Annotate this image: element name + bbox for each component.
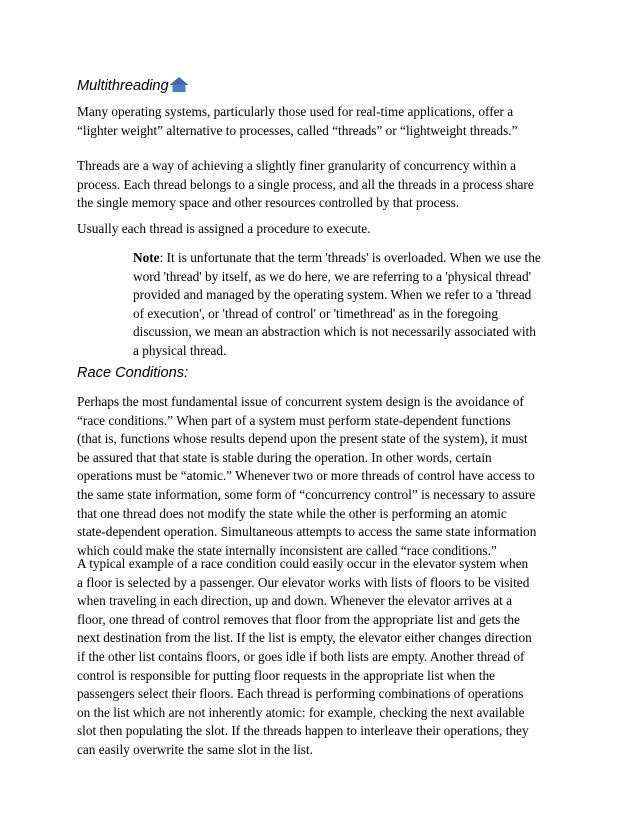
- text-line: passengers select their floors. Each thread is performing combinations of operations: [77, 686, 524, 702]
- text-line: “lighter weight” alternative to processes, called “threads” or “lightweight threads.”: [77, 122, 518, 138]
- text-line: provided and managed by the operating system. When we refer to a 'thread: [133, 287, 532, 303]
- text-line: be assured that that state is stable during the operation. In other words, certain: [77, 449, 492, 465]
- text-line: of execution', or 'thread of control' or 'timethread' as in the foregoing: [133, 305, 498, 321]
- text-line: the same state information, some form of “concurrency control” is necessary to assure: [77, 486, 536, 502]
- text-line: [133, 249, 573, 268]
- note-label: Note: [133, 250, 160, 265]
- section-heading-race-conditions: [77, 364, 188, 382]
- text-line: discussion, we mean an abstraction which is not necessarily associated with: [133, 324, 536, 340]
- text-line: Usually each thread is assigned a procedure to execute.: [77, 221, 371, 236]
- text-line: “race conditions.” When part of a system must perform state-dependent functions: [77, 412, 511, 428]
- note-text: : It is unfortunate that the term 'threads' is overloaded. When we use the: [159, 250, 541, 265]
- text-line: that one thread does not modify the state while the other is performing an atomic: [77, 505, 507, 521]
- text-line: when traveling in each direction, up and down. Whenever the elevator arrives at a: [77, 593, 513, 609]
- paragraph: [77, 393, 572, 560]
- text-line: next destination from the list. If the list is empty, the elevator either changes direction: [77, 630, 532, 646]
- text-line: A typical example of a race condition could easily occur in the elevator system when: [77, 556, 529, 571]
- text-line: Perhaps the most fundamental issue of concurrent system design is the avoidance of: [77, 394, 524, 409]
- text-line: on the list which are not inherently atomic: for example, checking the next available: [77, 704, 525, 720]
- text-line: Many operating systems, particularly those used for real-time applications, offer a: [77, 104, 514, 119]
- text-line: Threads are a way of achieving a slightly finer granularity of concurrency within a: [77, 158, 516, 173]
- text-line: can easily overwrite the same slot in the list.: [77, 741, 313, 757]
- text-line: if the other list contains floors, or goes idle if both lists are empty. Another thread of: [77, 648, 525, 664]
- text-line: word 'thread' by itself, as we do here, we are referring to a 'physical thread': [133, 268, 531, 284]
- paragraph: [77, 157, 572, 213]
- text-line: state-dependent operation. Simultaneous attempts to access the same state information: [77, 524, 537, 540]
- text-line: floor, one thread of control removes that floor from the appropriate list and gets the: [77, 611, 520, 627]
- text-line: which could make the state internally inconsistent are called “race conditions.”: [77, 542, 497, 558]
- text-line: slot then populating the slot. If the threads happen to interleave their operations, they: [77, 723, 529, 739]
- text-line: control is responsible for putting floor requests in the appropriate list when the: [77, 667, 496, 683]
- paragraph: [77, 103, 572, 140]
- home-icon[interactable]: [169, 76, 189, 98]
- text-line: a floor is selected by a passenger. Our elevator works with lists of floors to be visited: [77, 574, 530, 590]
- text-line: a physical thread.: [133, 342, 227, 358]
- note-block: [133, 249, 573, 361]
- paragraph: [77, 555, 572, 760]
- paragraph: [77, 220, 572, 239]
- text-line: process. Each thread belongs to a single process, and all the threads in a process share: [77, 176, 534, 192]
- text-line: (that is, functions whose results depend upon the present state of the system), it must: [77, 431, 528, 447]
- text-line: operations must be “atomic.” Whenever two or more threads of control have access to: [77, 468, 535, 484]
- heading-text: Multithreading: [77, 78, 169, 94]
- section-heading-multithreading: [77, 76, 189, 98]
- text-line: the single memory space and other resources controlled by that process.: [77, 195, 460, 211]
- heading-text: Race Conditions:: [77, 365, 189, 381]
